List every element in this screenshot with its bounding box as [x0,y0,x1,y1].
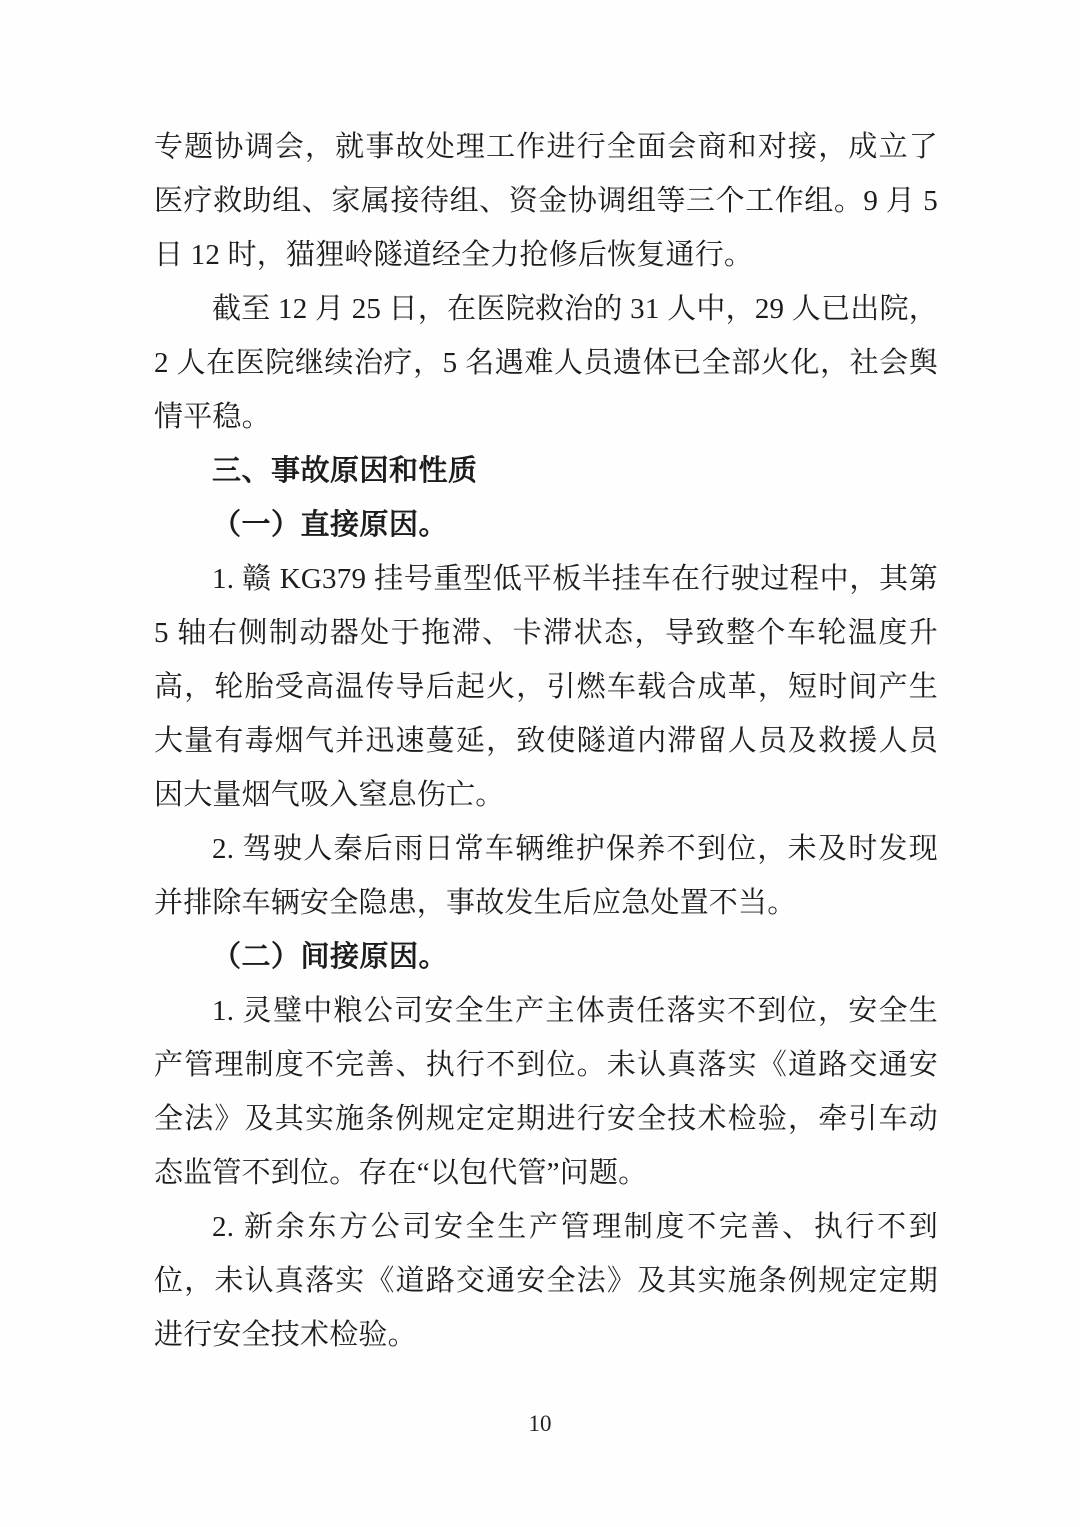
paragraph-casualty-status: 截至 12 月 25 日，在医院救治的 31 人中，29 人已出院，2 人在医院继续治疗，5 名遇难人员遗体已全部火化，社会舆情平稳。 [154,293,938,433]
document-body [154,120,938,1362]
section-heading-accident-cause: 三、事故原因和性质 [212,455,478,487]
paragraph-direct-cause-2: 2. 驾驶人秦后雨日常车辆维护保养不到位，未及时发现并排除车辆安全隐患，事故发生后应急处置不当。 [154,833,938,919]
paragraph-indirect-cause-1: 1. 灵璧中粮公司安全生产主体责任落实不到位，安全生产管理制度不完善、执行不到位。未认真落实《道路交通安全法》及其实施条例规定定期进行安全技术检验，牵引车动态监管不到位。存在“以包代管”问题。 [154,995,938,1189]
page-number: 10 [528,1411,552,1436]
continuation-paragraph: 专题协调会，就事故处理工作进行全面会商和对接，成立了医疗救助组、家属接待组、资金协调组等三个工作组。9 月 5 日 12 时，猫狸岭隧道经全力抢修后恢复通行。 [154,131,938,271]
paragraph-direct-cause-1: 1. 赣 KG379 挂号重型低平板半挂车在行驶过程中，其第 5 轴右侧制动器处于拖滞、卡滞状态，导致整个车轮温度升高，轮胎受高温传导后起火，引燃车载合成革，短时间产生大量有毒烟气并迅速蔓延，致使隧道内滞留人员及救援人员因大量烟气吸入窒息伤亡。 [154,563,938,811]
paragraph-indirect-cause-2: 2. 新余东方公司安全生产管理制度不完善、执行不到位，未认真落实《道路交通安全法》及其实施条例规定定期进行安全技术检验。 [154,1211,938,1351]
subsection-heading-indirect-cause: （二）间接原因。 [212,941,449,973]
subsection-heading-direct-cause: （一）直接原因。 [212,509,449,541]
